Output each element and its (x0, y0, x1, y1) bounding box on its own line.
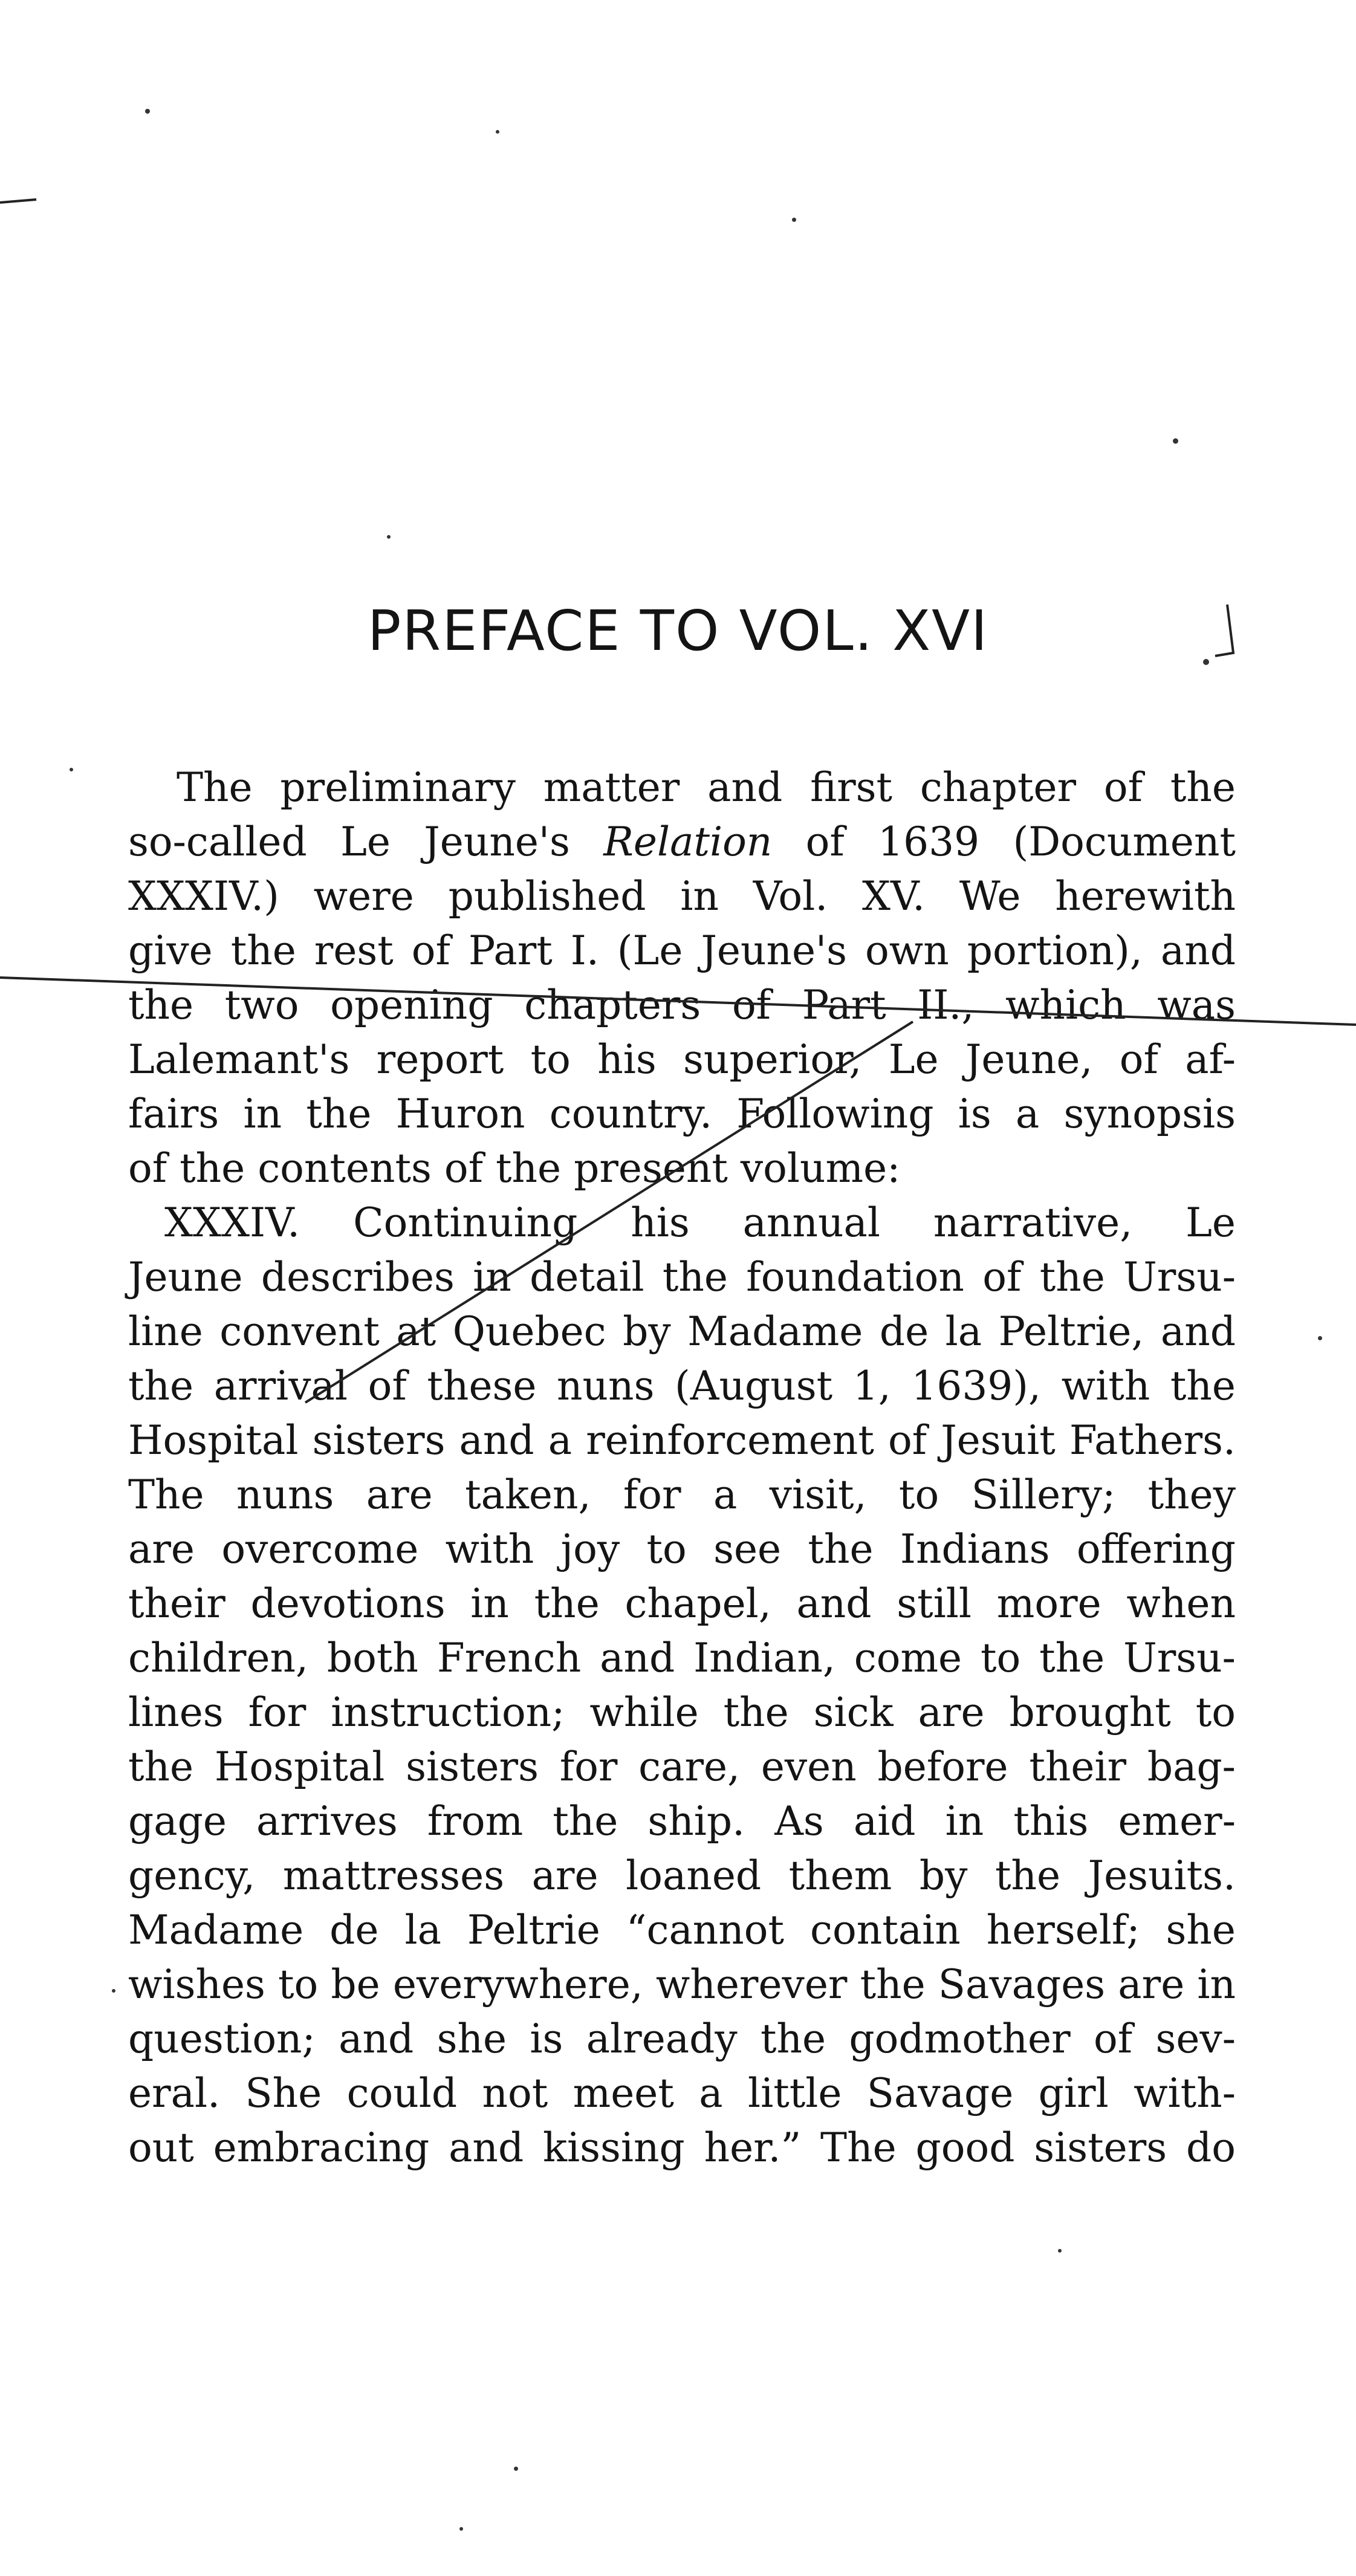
scan-speck (496, 130, 499, 134)
text-line: of the contents of the present volume: (128, 1145, 901, 1192)
text-line: The nuns are taken, for a visit, to Sillery; they (128, 1471, 1236, 1518)
text-line: give the rest of Part I. (Le Jeune's own portion), and (128, 927, 1236, 974)
scan-speck (112, 1989, 115, 1993)
text-line: out embracing and kissing her.” The good sisters do (128, 2124, 1236, 2171)
text-line: eral. She could not meet a little Savage girl with- (128, 2070, 1236, 2117)
scan-speck (1058, 2249, 1062, 2253)
edge-mark (0, 200, 36, 203)
body-text (128, 761, 1236, 2175)
text-line: are overcome with joy to see the Indians offering (128, 1526, 1236, 1572)
scan-speck (387, 535, 391, 539)
text-line: so-called Le Jeune's Relation of 1639 (Document (128, 819, 1236, 865)
text-line: the two opening chapters of Part II., which was (128, 982, 1236, 1028)
text-line: Jeune describes in detail the foundation of the Ursu- (128, 1254, 1236, 1300)
scan-speck (1318, 1336, 1322, 1340)
text-line: lines for instruction; while the sick are brought to (128, 1689, 1236, 1736)
text-line: question; and she is already the godmother of sev- (128, 2016, 1236, 2062)
text-line: fairs in the Huron country. Following is a synopsis (128, 1091, 1236, 1137)
page-title: PREFACE TO VOL. XVI (367, 599, 989, 663)
scan-speck (514, 2467, 518, 2471)
italic-title: Relation (603, 819, 773, 865)
text-line: Lalemant's report to his superior, Le Jeune, of af- (128, 1036, 1236, 1083)
scan-speck (70, 768, 73, 771)
text-line: their devotions in the chapel, and still more when (128, 1580, 1236, 1627)
text-line: Madame de la Peltrie “cannot contain herself; she (128, 1907, 1236, 1953)
text-line: the Hospital sisters for care, even before their bag- (128, 1744, 1236, 1790)
paragraph-synopsis (128, 1196, 1236, 2175)
text-line: line convent at Quebec by Madame de la Peltrie, and (128, 1308, 1236, 1355)
scan-speck (459, 2527, 463, 2531)
text-line: children, both French and Indian, come to the Ursu- (128, 1635, 1236, 1681)
text-line: XXXIV.) were published in Vol. XV. We herewith (128, 873, 1236, 920)
paragraph-intro (128, 761, 1236, 1196)
scan-speck (1203, 659, 1209, 665)
scan-speck (792, 218, 796, 222)
text-line: The preliminary matter and first chapter of the (177, 764, 1236, 811)
text-line: XXXIV. Continuing his annual narrative, Le (164, 1199, 1236, 1246)
scan-speck (145, 109, 150, 114)
text-line: wishes to be everywhere, wherever the Savages are in (128, 1961, 1236, 2008)
scan-speck (1173, 438, 1178, 444)
text-line: the arrival of these nuns (August 1, 1639), with the (128, 1363, 1236, 1409)
text-line: Hospital sisters and a reinforcement of Jesuit Fathers. (128, 1417, 1236, 1464)
text-line: gency, mattresses are loaned them by the Jesuits. (128, 1852, 1236, 1899)
text-line: gage arrives from the ship. As aid in this emer- (128, 1798, 1236, 1844)
